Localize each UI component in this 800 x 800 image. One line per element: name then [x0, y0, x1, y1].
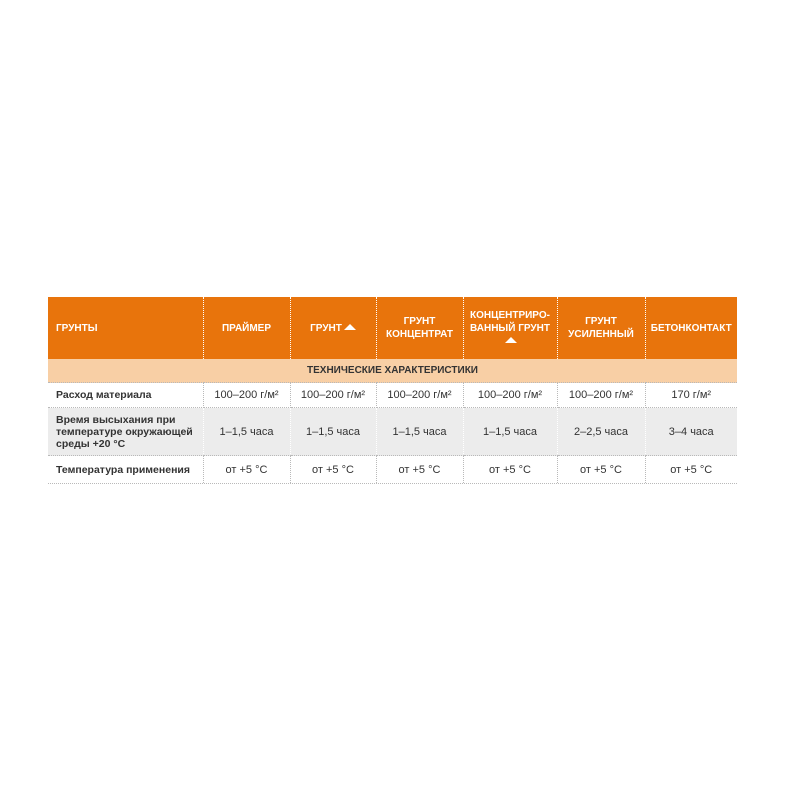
table-cell: от +5 °С — [557, 456, 645, 484]
table-cell: 100–200 г/м² — [290, 383, 376, 408]
table-cell: 100–200 г/м² — [203, 383, 290, 408]
header-concentrated-grunt — [463, 297, 557, 359]
table-cell: 2–2,5 часа — [557, 408, 645, 456]
section-row — [48, 359, 737, 383]
table-cell: от +5 °С — [376, 456, 463, 484]
header-concentrated-grunt-label: КОНЦЕНТРИРО-ВАННЫЙ ГРУНТ — [470, 309, 550, 334]
table-cell: 1–1,5 часа — [203, 408, 290, 456]
table-cell: от +5 °С — [203, 456, 290, 484]
header-reinforced-grunt — [557, 297, 645, 359]
section-title: ТЕХНИЧЕСКИЕ ХАРАКТЕРИСТИКИ — [48, 359, 737, 383]
table-cell: 1–1,5 часа — [376, 408, 463, 456]
table-row — [48, 408, 737, 456]
header-betonkontakt — [645, 297, 737, 359]
table-cell: 100–200 г/м² — [557, 383, 645, 408]
table-cell: 3–4 часа — [645, 408, 737, 456]
header-grunt — [290, 297, 376, 359]
row-label: Время высыхания при температуре окружающей среды +20 °С — [48, 408, 203, 456]
header-grunt-concentrate — [376, 297, 463, 359]
table-cell: 1–1,5 часа — [290, 408, 376, 456]
table-cell: 100–200 г/м² — [376, 383, 463, 408]
table-cell: от +5 °С — [463, 456, 557, 484]
table-row — [48, 456, 737, 484]
table-cell: 100–200 г/м² — [463, 383, 557, 408]
header-primer-label: ПРАЙМЕР — [221, 322, 272, 334]
specs-table-frame — [48, 297, 737, 484]
header-grunt-concentrate-label: ГРУНТ КОНЦЕНТРАТ — [385, 316, 454, 340]
row-label: Температура применения — [48, 456, 203, 484]
header-primer — [203, 297, 290, 359]
header-primers — [48, 297, 203, 359]
header-betonkontakt-label: БЕТОНКОНТАКТ — [650, 322, 732, 334]
table-row — [48, 383, 737, 408]
table-cell: от +5 °С — [290, 456, 376, 484]
specs-table-container — [48, 297, 737, 484]
header-primers-label: ГРУНТЫ — [56, 322, 98, 334]
table-cell: 170 г/м² — [645, 383, 737, 408]
triangle-icon — [344, 324, 356, 330]
triangle-icon — [505, 337, 517, 343]
row-label: Расход материала — [48, 383, 203, 408]
specs-table — [48, 297, 737, 483]
table-cell: от +5 °С — [670, 463, 713, 476]
header-row — [48, 297, 737, 359]
header-reinforced-grunt-label: ГРУНТ УСИЛЕННЫЙ — [568, 316, 634, 340]
table-cell: 1–1,5 часа — [463, 408, 557, 456]
header-grunt-label: ГРУНТ — [310, 322, 342, 334]
